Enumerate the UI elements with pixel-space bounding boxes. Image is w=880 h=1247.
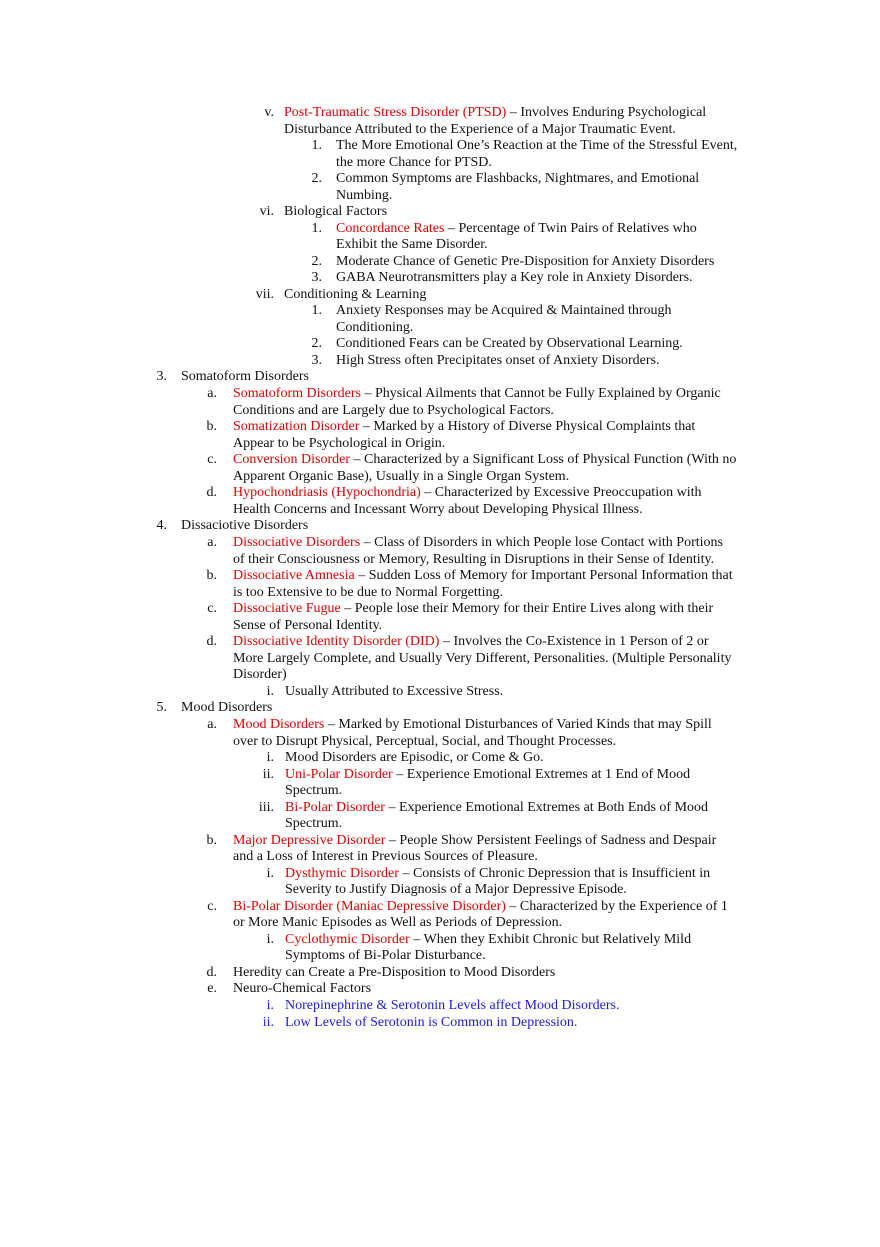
list-marker: 1. [311, 221, 322, 236]
list-marker: iii. [258, 800, 274, 815]
list-item-continuation: Spectrum. [285, 783, 343, 798]
list-marker: 3. [311, 270, 322, 285]
list-marker: d. [206, 485, 217, 500]
term: Concordance Rates [336, 221, 445, 236]
list-marker: b. [206, 568, 217, 583]
list-item-continuation: Conditioning. [336, 320, 414, 335]
list-item [233, 898, 728, 915]
list-item: The More Emotional One’s Reaction at the Time of the Stressful Event, [336, 138, 738, 153]
definition: – Marked by Emotional Disturbances of Varied Kinds that may Spill [324, 717, 712, 732]
list-item-highlighted: Low Levels of Serotonin is Common in Depression. [285, 1015, 578, 1030]
definition: – People lose their Memory for their Entire Lives along with their [340, 601, 714, 616]
definition: – Characterized by Excessive Preoccupation with [420, 485, 702, 500]
list-marker: 3. [311, 353, 322, 368]
list-marker: i. [266, 998, 274, 1013]
term: Bi-Polar Disorder [285, 800, 385, 815]
term: Post-Traumatic Stress Disorder (PTSD) [284, 105, 507, 120]
term: Mood Disorders [233, 717, 325, 732]
term: Major Depressive Disorder [233, 833, 386, 848]
term: Dissociative Amnesia [233, 568, 355, 583]
list-item-continuation: or More Manic Episodes as Well as Periods of Depression. [233, 915, 563, 930]
list-item [233, 567, 733, 584]
list-marker: i. [266, 866, 274, 881]
list-item [233, 484, 701, 501]
list-item-continuation: Apparent Organic Base), Usually in a Single Organ System. [233, 469, 570, 484]
list-item: Moderate Chance of Genetic Pre-Disposition for Anxiety Disorders [336, 254, 715, 269]
definition: – Class of Disorders in which People lose Contact with Portions [360, 535, 723, 550]
term: Dissociative Fugue [233, 601, 341, 616]
list-item [285, 766, 690, 783]
list-marker: e. [207, 981, 217, 996]
list-marker: i. [266, 932, 274, 947]
term: Conversion Disorder [233, 452, 351, 467]
list-item [233, 451, 736, 468]
list-item-continuation: Disorder) [233, 667, 287, 682]
list-item-continuation: Symptoms of Bi-Polar Disturbance. [285, 948, 486, 963]
list-marker: ii. [262, 1015, 274, 1030]
list-marker: c. [207, 452, 217, 467]
list-item-continuation: and a Loss of Interest in Previous Sources of Pleasure. [233, 849, 538, 864]
definition: – Experience Emotional Extremes at Both Ends of Mood [384, 800, 709, 815]
list-marker: 2. [311, 254, 322, 269]
list-item-continuation: over to Disrupt Physical, Perceptual, Social, and Thought Processes. [233, 734, 617, 749]
definition: – Consists of Chronic Depression that is Insufficient in [398, 866, 711, 881]
list-item: Conditioning & Learning [284, 287, 427, 302]
list-marker: i. [266, 750, 274, 765]
list-item-continuation: Conditions and are Largely due to Psychological Factors. [233, 403, 554, 418]
list-marker: i. [266, 684, 274, 699]
list-item: Heredity can Create a Pre-Disposition to Mood Disorders [233, 965, 556, 980]
list-marker: v. [264, 105, 274, 120]
term: Dissociative Disorders [233, 535, 361, 550]
list-item-continuation: Sense of Personal Identity. [233, 618, 383, 633]
section-heading: Somatoform Disorders [181, 369, 309, 384]
list-item-highlighted: Norepinephrine & Serotonin Levels affect Mood Disorders. [285, 998, 620, 1013]
term: Dysthymic Disorder [285, 866, 399, 881]
list-item [233, 534, 723, 551]
list-item: Biological Factors [284, 204, 388, 219]
definition: – Involves the Co-Existence in 1 Person of 2 or [439, 634, 709, 649]
term: Somatization Disorder [233, 419, 360, 434]
term: Bi-Polar Disorder (Maniac Depressive Disorder) [233, 899, 506, 914]
list-item-continuation: Numbing. [336, 188, 393, 203]
list-item [233, 385, 721, 402]
list-item [336, 220, 697, 237]
list-item: Neuro-Chemical Factors [233, 981, 372, 996]
list-item: GABA Neurotransmitters play a Key role in Anxiety Disorders. [336, 270, 693, 285]
list-marker: 1. [311, 138, 322, 153]
list-item: Conditioned Fears can be Created by Observational Learning. [336, 336, 683, 351]
term: Hypochondriasis (Hypochondria) [233, 485, 421, 500]
list-item: Common Symptoms are Flashbacks, Nightmares, and Emotional [336, 171, 700, 186]
definition: – When they Exhibit Chronic but Relatively Mild [409, 932, 692, 947]
list-item: High Stress often Precipitates onset of Anxiety Disorders. [336, 353, 660, 368]
definition: – Characterized by the Experience of 1 [505, 899, 728, 914]
list-item-continuation: the more Chance for PTSD. [336, 155, 492, 170]
list-marker: 2. [311, 336, 322, 351]
term: Uni-Polar Disorder [285, 767, 393, 782]
list-marker: 1. [311, 303, 322, 318]
definition: – Sudden Loss of Memory for Important Personal Information that [354, 568, 733, 583]
definition: – Characterized by a Significant Loss of Physical Function (With no [350, 452, 737, 467]
list-marker: a. [207, 535, 217, 550]
definition: – Physical Ailments that Cannot be Fully Explained by Organic [360, 386, 721, 401]
list-item-continuation: Exhibit the Same Disorder. [336, 237, 488, 252]
definition: – Involves Enduring Psychological [506, 105, 707, 120]
list-item-continuation: More Largely Complete, and Usually Very Different, Personalities. (Multiple Personality [233, 651, 732, 666]
term: Somatoform Disorders [233, 386, 361, 401]
list-item [233, 633, 709, 650]
list-item [285, 799, 708, 816]
list-marker: 4. [156, 518, 167, 533]
list-marker: 3. [156, 369, 167, 384]
list-marker: 5. [156, 700, 167, 715]
definition: – Experience Emotional Extremes at 1 End of Mood [392, 767, 691, 782]
definition: – Percentage of Twin Pairs of Relatives who [444, 221, 697, 236]
list-item-continuation: Severity to Justify Diagnosis of a Major Depressive Episode. [285, 882, 627, 897]
list-marker: d. [206, 965, 217, 980]
list-marker: vi. [259, 204, 274, 219]
list-marker: b. [206, 419, 217, 434]
list-marker: 2. [311, 171, 322, 186]
list-item: Mood Disorders are Episodic, or Come & Go. [285, 750, 544, 765]
list-item-continuation: Appear to be Psychological in Origin. [233, 436, 446, 451]
list-item-continuation: is too Extensive to be due to Normal Forgetting. [233, 585, 503, 600]
list-item [284, 104, 706, 121]
term: Cyclothymic Disorder [285, 932, 410, 947]
list-marker: c. [207, 601, 217, 616]
list-item [233, 418, 695, 435]
section-heading: Dissaciotive Disorders [181, 518, 309, 533]
list-marker: a. [207, 717, 217, 732]
list-item [233, 716, 712, 733]
list-item-continuation: of their Consciousness or Memory, Resulting in Disruptions in their Sense of Identity. [233, 552, 715, 567]
list-item-continuation: Spectrum. [285, 816, 343, 831]
list-marker: ii. [262, 767, 274, 782]
term: Dissociative Identity Disorder (DID) [233, 634, 440, 649]
list-item [233, 600, 713, 617]
list-marker: d. [206, 634, 217, 649]
list-item: Anxiety Responses may be Acquired & Maintained through [336, 303, 672, 318]
definition: – Marked by a History of Diverse Physical Complaints that [359, 419, 696, 434]
list-item-continuation: Health Concerns and Incessant Worry about Developing Physical Illness. [233, 502, 643, 517]
list-marker: c. [207, 899, 217, 914]
definition: – People Show Persistent Feelings of Sadness and Despair [385, 833, 717, 848]
list-item-continuation: Disturbance Attributed to the Experience of a Major Traumatic Event. [284, 122, 676, 137]
list-marker: b. [206, 833, 217, 848]
list-marker: vii. [255, 287, 274, 302]
section-heading: Mood Disorders [181, 700, 273, 715]
list-item [233, 832, 716, 849]
list-item [285, 865, 710, 882]
list-item: Usually Attributed to Excessive Stress. [285, 684, 504, 699]
list-marker: a. [207, 386, 217, 401]
list-item [285, 931, 691, 948]
